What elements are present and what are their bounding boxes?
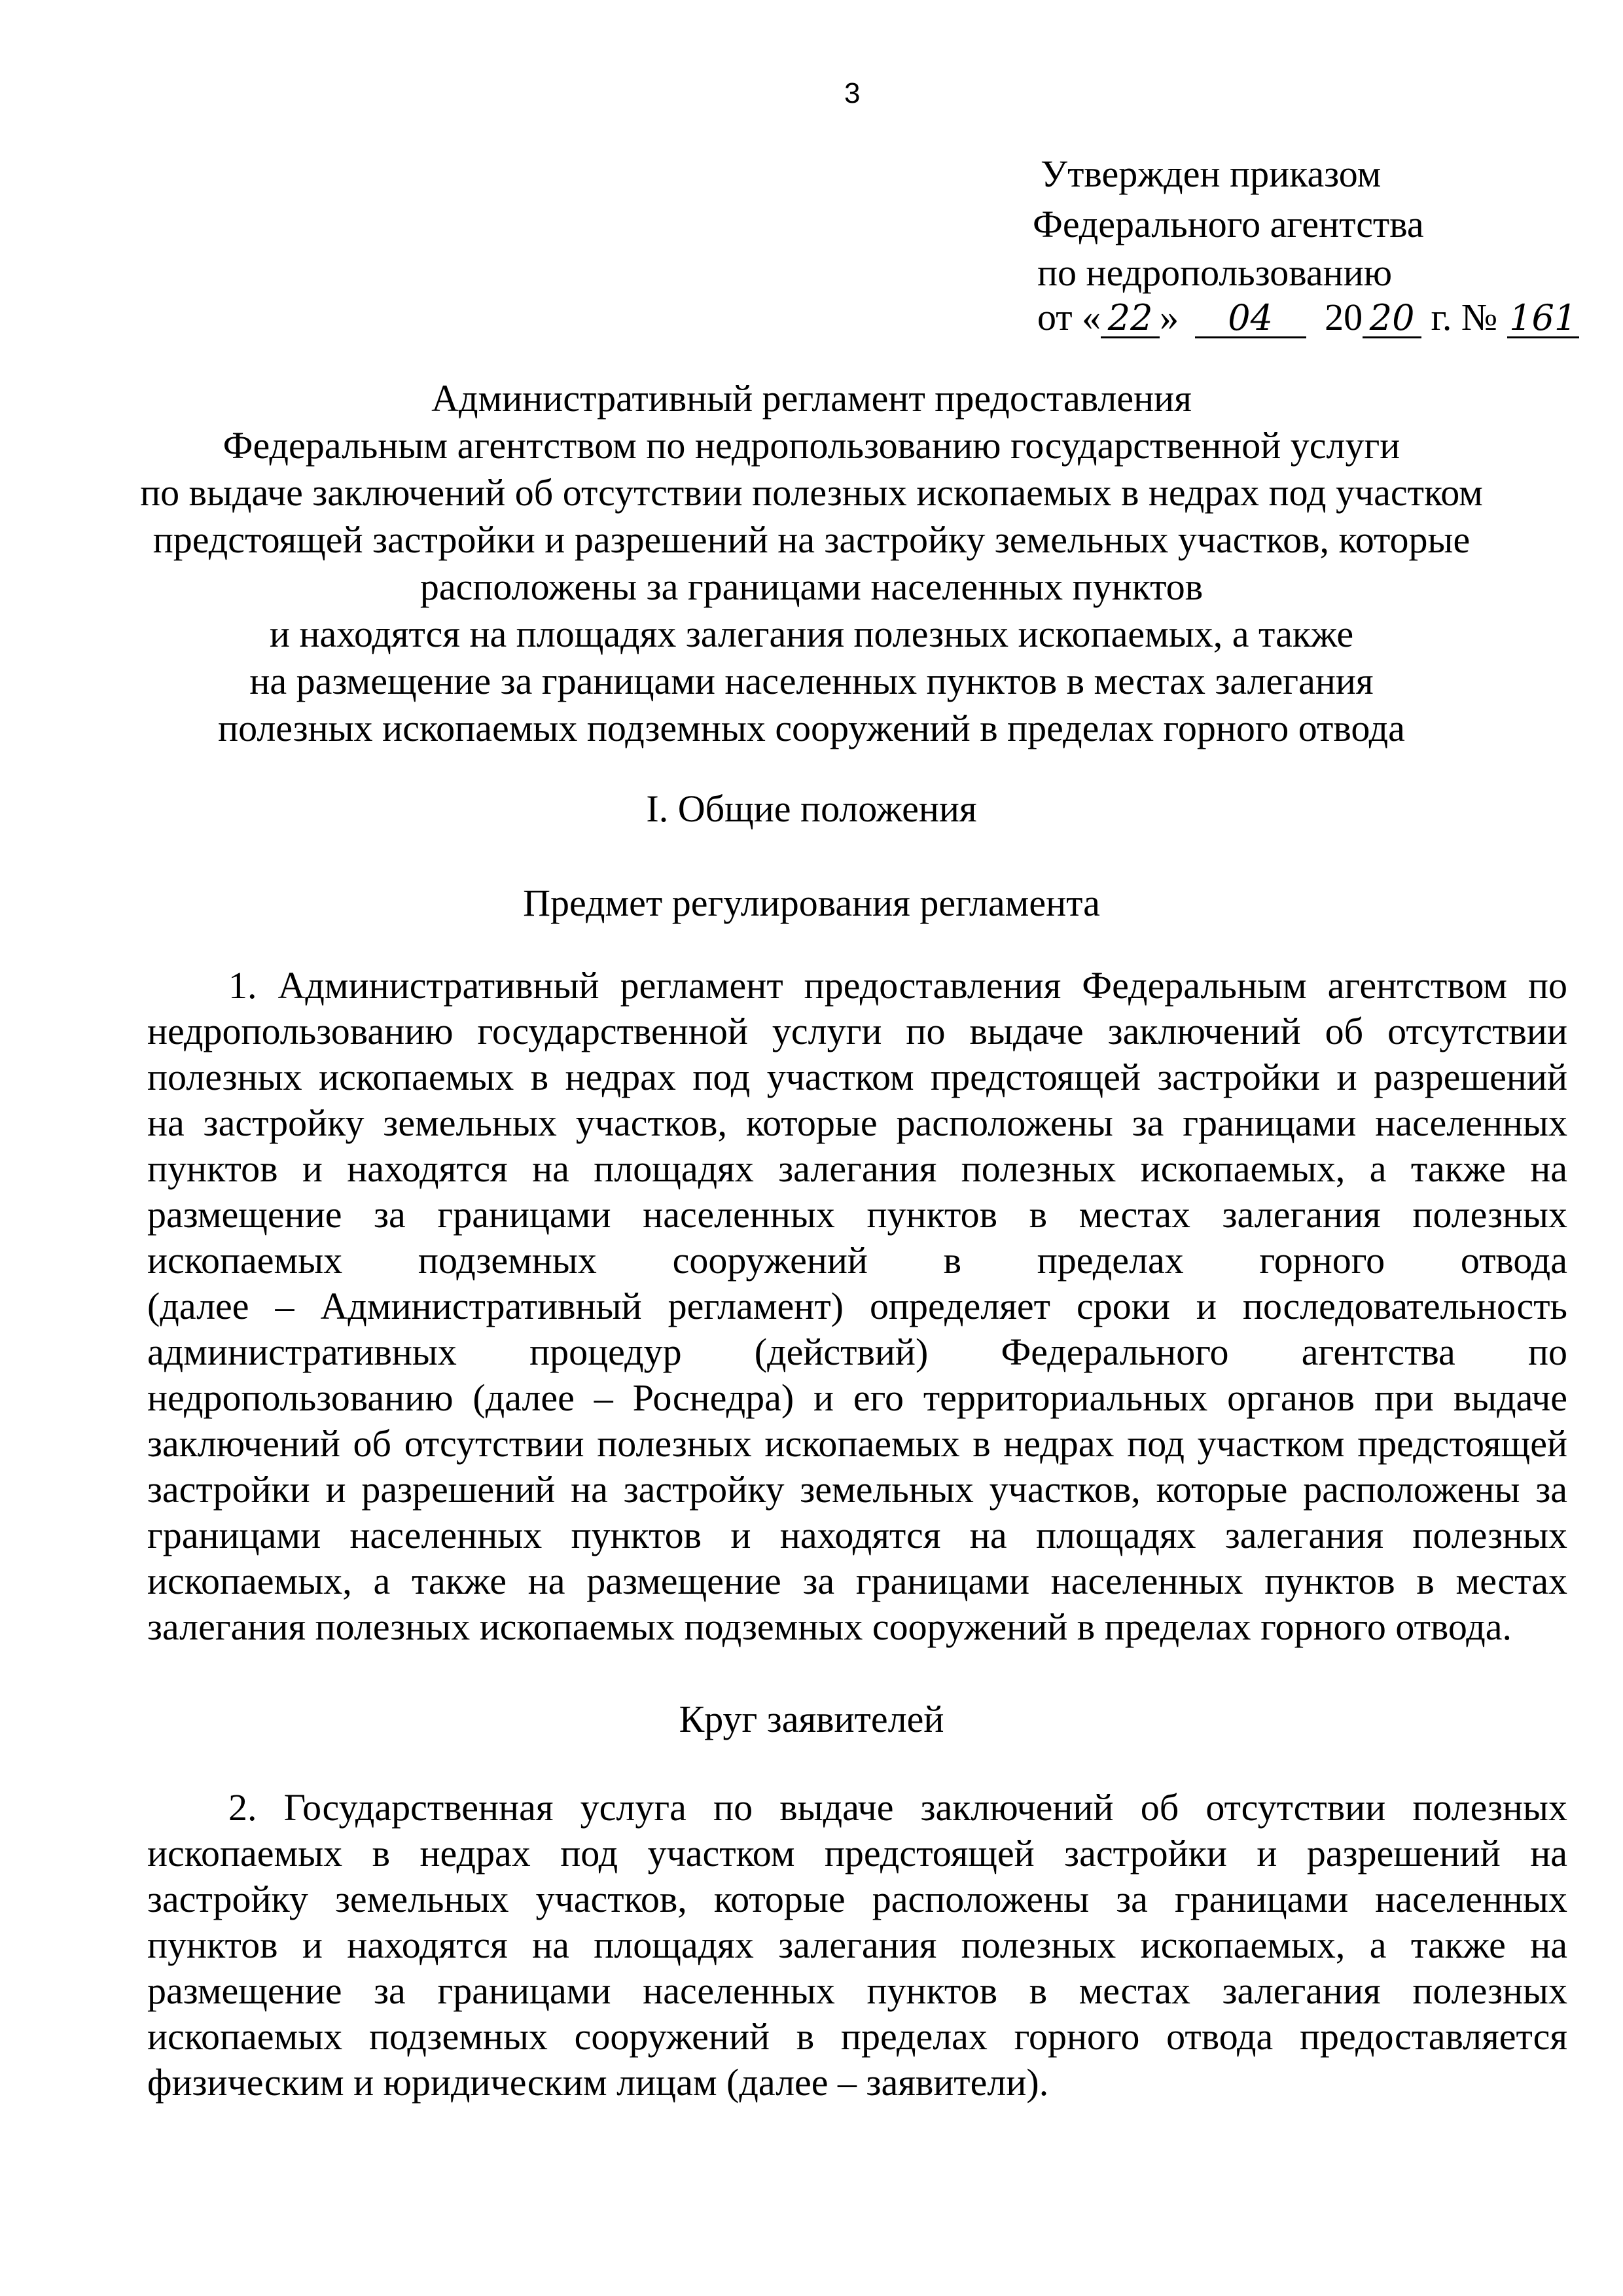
paragraph-line: ископаемых подземных сооружений в пределах горного отвода [147,1239,1567,1282]
paragraph-line: полезных ископаемых в недрах под участком предстоящей застройки и разрешений [147,1056,1567,1098]
title-line: Административный регламент предоставления [431,377,1192,420]
year-prefix: 20 [1325,296,1363,338]
paragraph-line: ископаемых в недрах под участком предстоящей застройки и разрешений на [147,1832,1567,1874]
approval-line: Утвержден приказом [1041,152,1382,195]
handwritten-number: 161 [1507,300,1579,338]
title-line: предстоящей застройки и разрешений на застройку земельных участков, которые [152,518,1471,561]
paragraph-line: размещение за границами населенных пунктов в местах залегания полезных [147,1969,1567,2012]
number-prefix: г. № [1431,296,1498,338]
title-line: Федеральным агентством по недропользованию государственной услуги [223,424,1400,467]
section-heading: I. Общие положения [646,787,977,830]
handwritten-year: 20 [1363,300,1421,338]
day-suffix: » [1160,296,1179,338]
paragraph-line: административных процедур (действий) Федерального агентства по [147,1331,1567,1373]
paragraph-line: пунктов и находятся на площадях залегания полезных ископаемых, а также на [147,1924,1567,1966]
approval-date-line [1037,295,1579,340]
date-prefix: от « [1037,296,1101,338]
paragraph-line: ископаемых подземных сооружений в пределах горного отвода предоставляется [147,2015,1567,2058]
paragraph-line: (далее – Административный регламент) определяет сроки и последовательность [147,1285,1567,1327]
paragraph-line: на застройку земельных участков, которые расположены за границами населенных [147,1102,1567,1144]
title-line: на размещение за границами населенных пунктов в местах залегания [249,660,1374,702]
paragraph-line: границами населенных пунктов и находятся на площадях залегания полезных [147,1514,1567,1556]
approval-line: по недропользованию [1037,251,1393,294]
paragraph-line: застройку земельных участков, которые расположены за границами населенных [147,1878,1567,1920]
handwritten-day: 22 [1101,300,1160,338]
handwritten-month: 04 [1195,300,1306,338]
paragraph-line: 1. Административный регламент предоставления Федеральным агентством по [228,964,1567,1007]
paragraph-line: заключений об отсутствии полезных ископаемых в недрах под участком предстоящей [147,1422,1567,1465]
subheading-applicants: Круг заявителей [679,1698,944,1740]
paragraph-line: пунктов и находятся на площадях залегания полезных ископаемых, а также на [147,1147,1567,1190]
title-line: и находятся на площадях залегания полезных ископаемых, а также [269,613,1354,655]
title-line: полезных ископаемых подземных сооружений в пределах горного отвода [218,707,1405,749]
paragraph-line: залегания полезных ископаемых подземных сооружений в пределах горного отвода. [147,1605,1512,1648]
approval-line: Федерального агентства [1033,203,1424,245]
paragraph-line: недропользованию (далее – Роснедра) и его территориальных органов при выдаче [147,1376,1567,1419]
page-number: 3 [844,77,861,109]
subheading-subject: Предмет регулирования регламента [523,882,1100,924]
paragraph-line: 2. Государственная услуга по выдаче заключений об отсутствии полезных [228,1786,1567,1829]
paragraph-line: застройки и разрешений на застройку земельных участков, которые расположены за [147,1468,1567,1511]
paragraph-line: ископаемых, а также на размещение за границами населенных пунктов в местах [147,1560,1567,1602]
paragraph-line: размещение за границами населенных пунктов в местах залегания полезных [147,1193,1567,1236]
paragraph-line: физическим и юридическим лицам (далее – заявители). [147,2061,1049,2104]
title-line: по выдаче заключений об отсутствии полезных ископаемых в недрах под участком [140,471,1483,514]
paragraph-line: недропользованию государственной услуги по выдаче заключений об отсутствии [147,1010,1567,1052]
title-line: расположены за границами населенных пунктов [419,565,1204,608]
